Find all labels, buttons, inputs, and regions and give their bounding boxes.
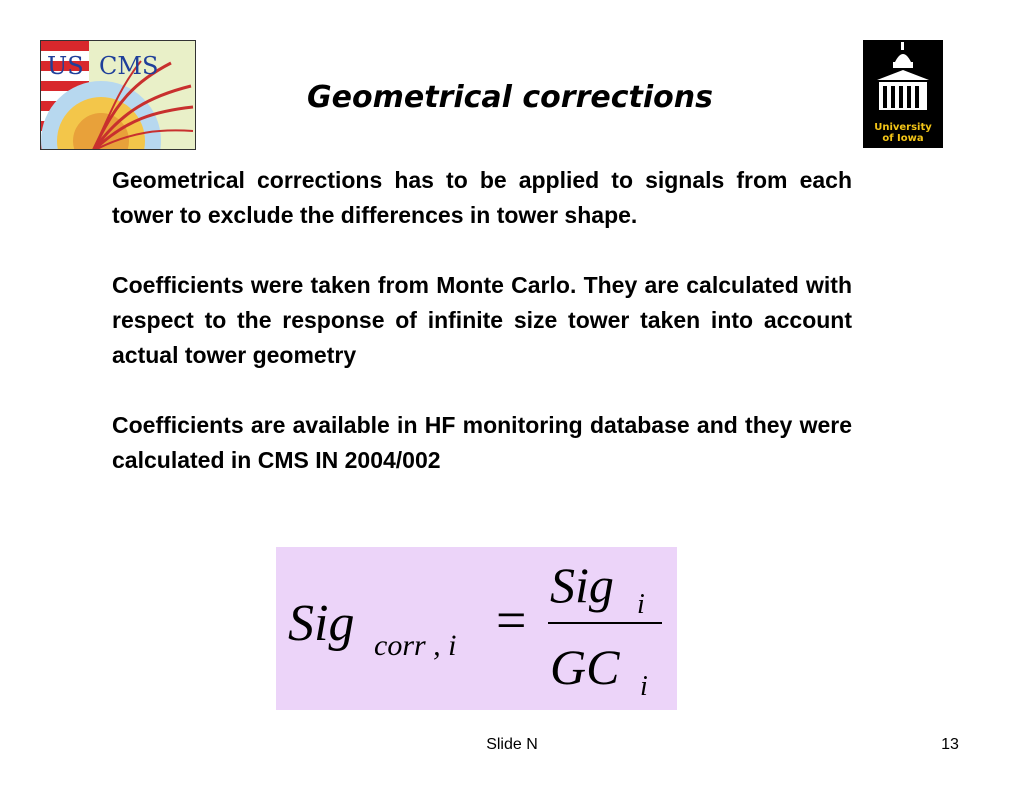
formula-numerator-subscript: i xyxy=(637,589,645,620)
logo-cms-text: CMS xyxy=(99,52,159,80)
logo-us-text: US xyxy=(47,52,84,80)
formula-numerator-base: Sig xyxy=(550,557,614,613)
formula-denominator-base: GC xyxy=(550,639,620,695)
page-number: 13 xyxy=(941,736,959,753)
us-cms-logo-graphic xyxy=(41,41,196,150)
formula xyxy=(276,547,677,710)
footer-slide-label: Slide N xyxy=(486,736,538,753)
formula-lhs-subscript: corr , i xyxy=(374,629,457,662)
paragraph-geometrical-corrections: Geometrical corrections has to be applied to signals from each tower to exclude the differences in tower shape. xyxy=(112,167,852,228)
slide-title: Geometrical corrections xyxy=(307,80,713,115)
university-of-iowa-logo xyxy=(863,40,943,148)
formula-box xyxy=(276,547,677,710)
paragraph-coefficients-monte-carlo: Coefficients were taken from Monte Carlo. They are calculated with respect to the response of infinite size tower taken into account actual tower geometry xyxy=(112,272,852,368)
logo-of-iowa-text: of Iowa xyxy=(882,133,924,144)
formula-denominator-subscript: i xyxy=(640,671,648,702)
us-cms-logo xyxy=(40,40,196,150)
old-capitol-icon xyxy=(863,40,943,120)
formula-equals-sign: = xyxy=(496,590,527,650)
slide-body xyxy=(112,163,852,478)
formula-lhs-base: Sig xyxy=(288,595,355,652)
logo-university-text: University xyxy=(874,122,932,133)
paragraph-coefficients-database: Coefficients are available in HF monitoring database and they were calculated in CMS IN 2004/002 xyxy=(112,412,852,473)
